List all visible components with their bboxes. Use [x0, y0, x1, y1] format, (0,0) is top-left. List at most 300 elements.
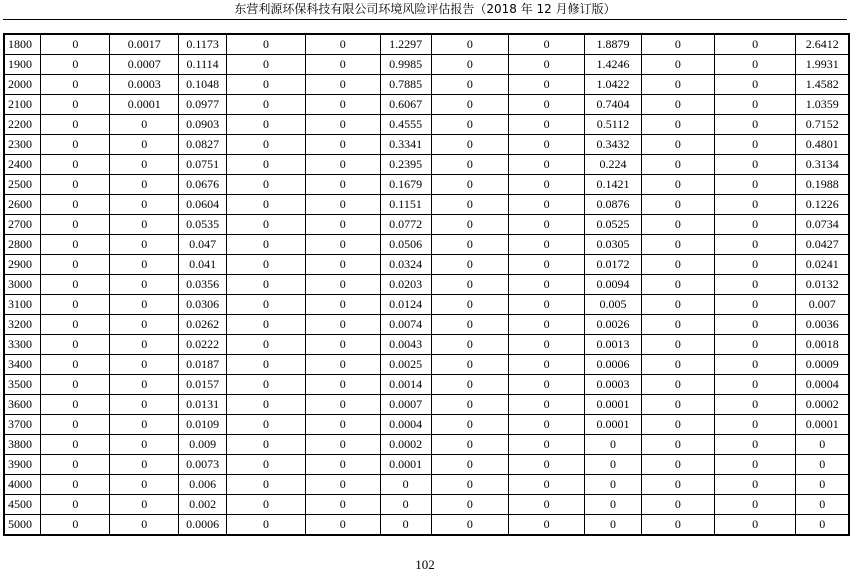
- value-cell: 0: [227, 415, 306, 435]
- table-row: [4, 155, 849, 175]
- value-cell: 0.0131: [179, 395, 227, 415]
- value-cell: 0.6067: [380, 95, 431, 115]
- value-cell: 0.007: [796, 295, 849, 315]
- value-cell: 0.0157: [179, 375, 227, 395]
- value-cell: 0: [431, 155, 509, 175]
- value-cell: 0: [305, 215, 380, 235]
- value-cell: 0.0525: [585, 215, 642, 235]
- value-cell: 0.7152: [796, 115, 849, 135]
- distance-cell: 3600: [4, 395, 41, 415]
- value-cell: 0: [305, 115, 380, 135]
- value-cell: 0.0604: [179, 195, 227, 215]
- table-row: [4, 34, 849, 55]
- value-cell: 0: [41, 215, 110, 235]
- value-cell: 0.0827: [179, 135, 227, 155]
- value-cell: 0: [509, 335, 585, 355]
- value-cell: 0: [714, 475, 796, 495]
- value-cell: 0: [227, 455, 306, 475]
- value-cell: 0: [305, 495, 380, 515]
- value-cell: 0: [380, 495, 431, 515]
- value-cell: 0: [380, 515, 431, 536]
- table-row: [4, 75, 849, 95]
- value-cell: 0: [110, 475, 179, 495]
- value-cell: 0: [41, 315, 110, 335]
- value-cell: 0: [41, 155, 110, 175]
- value-cell: 0: [509, 415, 585, 435]
- value-cell: 0: [305, 155, 380, 175]
- value-cell: 0: [714, 255, 796, 275]
- value-cell: 0: [41, 355, 110, 375]
- value-cell: 1.4246: [585, 55, 642, 75]
- value-cell: 0.0001: [796, 415, 849, 435]
- value-cell: 0.0003: [585, 375, 642, 395]
- value-cell: 0: [227, 335, 306, 355]
- value-cell: 0.5112: [585, 115, 642, 135]
- table-row: [4, 175, 849, 195]
- value-cell: 1.9931: [796, 55, 849, 75]
- table-row: [4, 295, 849, 315]
- value-cell: 0.0187: [179, 355, 227, 375]
- distance-cell: 3000: [4, 275, 41, 295]
- value-cell: 0: [227, 255, 306, 275]
- value-cell: 0: [110, 375, 179, 395]
- value-cell: 0: [641, 455, 714, 475]
- table-row: [4, 95, 849, 115]
- value-cell: 0.0903: [179, 115, 227, 135]
- value-cell: 0: [714, 515, 796, 536]
- value-cell: 0: [585, 455, 642, 475]
- value-cell: 0: [509, 395, 585, 415]
- data-table: [3, 33, 850, 536]
- value-cell: 0: [641, 315, 714, 335]
- value-cell: 0: [641, 295, 714, 315]
- value-cell: 0: [227, 215, 306, 235]
- value-cell: 0: [41, 455, 110, 475]
- value-cell: 0: [431, 315, 509, 335]
- value-cell: 0.0535: [179, 215, 227, 235]
- value-cell: 0: [227, 315, 306, 335]
- value-cell: 0: [585, 495, 642, 515]
- value-cell: 0: [509, 175, 585, 195]
- value-cell: 0: [380, 475, 431, 495]
- table-row: [4, 275, 849, 295]
- value-cell: 0.0734: [796, 215, 849, 235]
- value-cell: 0: [41, 395, 110, 415]
- table-row: [4, 455, 849, 475]
- value-cell: 0: [585, 515, 642, 536]
- value-cell: 0: [641, 435, 714, 455]
- distance-cell: 2300: [4, 135, 41, 155]
- value-cell: 0: [227, 75, 306, 95]
- value-cell: 0: [431, 95, 509, 115]
- value-cell: 0: [431, 175, 509, 195]
- distance-cell: 3100: [4, 295, 41, 315]
- value-cell: 0: [509, 515, 585, 536]
- table-row: [4, 335, 849, 355]
- value-cell: 0.0203: [380, 275, 431, 295]
- value-cell: 0: [227, 195, 306, 215]
- value-cell: 0: [714, 435, 796, 455]
- value-cell: 0: [110, 455, 179, 475]
- table-row: [4, 115, 849, 135]
- value-cell: 0: [641, 55, 714, 75]
- value-cell: 0: [431, 34, 509, 55]
- value-cell: 0.0324: [380, 255, 431, 275]
- value-cell: 0: [714, 195, 796, 215]
- value-cell: 0.0001: [585, 415, 642, 435]
- value-cell: 0.1679: [380, 175, 431, 195]
- value-cell: 0: [227, 355, 306, 375]
- value-cell: 0.4555: [380, 115, 431, 135]
- value-cell: 0.0014: [380, 375, 431, 395]
- value-cell: 0: [509, 275, 585, 295]
- value-cell: 0.0506: [380, 235, 431, 255]
- table-row: [4, 315, 849, 335]
- value-cell: 0: [641, 395, 714, 415]
- value-cell: 0: [641, 515, 714, 536]
- value-cell: 0.0305: [585, 235, 642, 255]
- value-cell: 0.4801: [796, 135, 849, 155]
- value-cell: 0.0017: [110, 34, 179, 55]
- value-cell: 0: [714, 415, 796, 435]
- table-row: [4, 235, 849, 255]
- value-cell: 0: [431, 235, 509, 255]
- value-cell: 0: [305, 34, 380, 55]
- table-body: [4, 34, 849, 535]
- value-cell: 0.0026: [585, 315, 642, 335]
- value-cell: 0.0676: [179, 175, 227, 195]
- value-cell: 0: [41, 515, 110, 536]
- value-cell: 0: [714, 95, 796, 115]
- value-cell: 0: [641, 135, 714, 155]
- value-cell: 0: [714, 375, 796, 395]
- value-cell: 0: [714, 215, 796, 235]
- value-cell: 0: [431, 295, 509, 315]
- value-cell: 0: [509, 75, 585, 95]
- value-cell: 0: [431, 375, 509, 395]
- value-cell: 0: [641, 255, 714, 275]
- value-cell: 0: [110, 435, 179, 455]
- value-cell: 0: [714, 175, 796, 195]
- value-cell: 0: [641, 235, 714, 255]
- value-cell: 0.0427: [796, 235, 849, 255]
- value-cell: 0: [509, 34, 585, 55]
- distance-cell: 3800: [4, 435, 41, 455]
- value-cell: 0: [110, 235, 179, 255]
- value-cell: 0: [431, 495, 509, 515]
- table-row: [4, 395, 849, 415]
- value-cell: 1.2297: [380, 34, 431, 55]
- value-cell: 0: [714, 235, 796, 255]
- value-cell: 0: [641, 34, 714, 55]
- value-cell: 0.0241: [796, 255, 849, 275]
- distance-cell: 2700: [4, 215, 41, 235]
- value-cell: 0.006: [179, 475, 227, 495]
- distance-cell: 3500: [4, 375, 41, 395]
- value-cell: 0: [305, 455, 380, 475]
- value-cell: 0: [714, 75, 796, 95]
- table-row: [4, 515, 849, 536]
- value-cell: 0: [509, 115, 585, 135]
- value-cell: 0: [41, 34, 110, 55]
- value-cell: 0: [110, 155, 179, 175]
- value-cell: 0: [714, 315, 796, 335]
- distance-cell: 1800: [4, 34, 41, 55]
- value-cell: 0.0132: [796, 275, 849, 295]
- value-cell: 0: [305, 395, 380, 415]
- value-cell: 0: [305, 235, 380, 255]
- value-cell: 0: [227, 55, 306, 75]
- value-cell: 0.1226: [796, 195, 849, 215]
- value-cell: 0: [305, 415, 380, 435]
- table-row: [4, 135, 849, 155]
- distance-cell: 2100: [4, 95, 41, 115]
- value-cell: 0: [305, 175, 380, 195]
- value-cell: 0.009: [179, 435, 227, 455]
- value-cell: 0: [110, 215, 179, 235]
- value-cell: 0: [509, 155, 585, 175]
- value-cell: 2.6412: [796, 34, 849, 55]
- table-row: [4, 255, 849, 275]
- table-row: [4, 55, 849, 75]
- value-cell: 0: [305, 315, 380, 335]
- value-cell: 0: [431, 55, 509, 75]
- value-cell: 0: [714, 34, 796, 55]
- value-cell: 0: [305, 135, 380, 155]
- value-cell: 0.0001: [380, 455, 431, 475]
- value-cell: 0.1151: [380, 195, 431, 215]
- value-cell: 0: [431, 135, 509, 155]
- value-cell: 0: [110, 275, 179, 295]
- value-cell: 0: [431, 215, 509, 235]
- value-cell: 0.0007: [380, 395, 431, 415]
- page-number: 102: [415, 557, 435, 572]
- value-cell: 1.8879: [585, 34, 642, 55]
- value-cell: 0: [41, 415, 110, 435]
- value-cell: 0: [110, 295, 179, 315]
- value-cell: 0: [714, 495, 796, 515]
- value-cell: 0.0356: [179, 275, 227, 295]
- value-cell: 0.0003: [110, 75, 179, 95]
- value-cell: 0.0001: [585, 395, 642, 415]
- value-cell: 0.1988: [796, 175, 849, 195]
- value-cell: 0: [431, 115, 509, 135]
- value-cell: 0: [41, 235, 110, 255]
- table-row: [4, 375, 849, 395]
- value-cell: 0: [509, 435, 585, 455]
- value-cell: 0: [509, 455, 585, 475]
- value-cell: 0.7885: [380, 75, 431, 95]
- value-cell: 0.0262: [179, 315, 227, 335]
- value-cell: 0: [431, 195, 509, 215]
- value-cell: 0: [110, 515, 179, 536]
- value-cell: 0.0006: [585, 355, 642, 375]
- value-cell: 0: [641, 95, 714, 115]
- value-cell: 0: [431, 395, 509, 415]
- value-cell: 0: [41, 55, 110, 75]
- page-header: 东营利源环保科技有限公司环境风险评估报告（2018 年 12 月修订版）: [234, 2, 616, 16]
- value-cell: 0.0876: [585, 195, 642, 215]
- value-cell: 0: [796, 495, 849, 515]
- value-cell: 0: [509, 195, 585, 215]
- value-cell: 0.0018: [796, 335, 849, 355]
- value-cell: 0: [714, 455, 796, 475]
- value-cell: 0.0007: [110, 55, 179, 75]
- value-cell: 0: [110, 395, 179, 415]
- value-cell: 0.3341: [380, 135, 431, 155]
- value-cell: 0: [714, 335, 796, 355]
- table-row: [4, 415, 849, 435]
- value-cell: 0: [227, 95, 306, 115]
- value-cell: 0.0094: [585, 275, 642, 295]
- value-cell: 0: [431, 355, 509, 375]
- value-cell: 0: [431, 335, 509, 355]
- value-cell: 0: [41, 115, 110, 135]
- value-cell: 0.0074: [380, 315, 431, 335]
- value-cell: 0: [641, 375, 714, 395]
- value-cell: 0.0004: [380, 415, 431, 435]
- value-cell: 0: [509, 135, 585, 155]
- value-cell: 0.0043: [380, 335, 431, 355]
- value-cell: 0: [305, 295, 380, 315]
- value-cell: 0.0977: [179, 95, 227, 115]
- value-cell: 0: [227, 435, 306, 455]
- value-cell: 0: [641, 475, 714, 495]
- value-cell: 0: [41, 275, 110, 295]
- table-row: [4, 435, 849, 455]
- distance-cell: 3200: [4, 315, 41, 335]
- value-cell: 0.0124: [380, 295, 431, 315]
- value-cell: 0: [796, 515, 849, 536]
- value-cell: 0.0009: [796, 355, 849, 375]
- value-cell: 0: [41, 335, 110, 355]
- value-cell: 0.0002: [796, 395, 849, 415]
- value-cell: 0.1173: [179, 34, 227, 55]
- value-cell: 0.7404: [585, 95, 642, 115]
- value-cell: 0: [509, 315, 585, 335]
- value-cell: 0: [641, 495, 714, 515]
- value-cell: 0: [110, 355, 179, 375]
- value-cell: 0.1421: [585, 175, 642, 195]
- value-cell: 0.1048: [179, 75, 227, 95]
- value-cell: 0: [431, 415, 509, 435]
- value-cell: 0: [431, 475, 509, 495]
- value-cell: 0: [509, 295, 585, 315]
- distance-cell: 4000: [4, 475, 41, 495]
- value-cell: 0: [796, 475, 849, 495]
- distance-cell: 2900: [4, 255, 41, 275]
- table-row: [4, 495, 849, 515]
- value-cell: 0.0036: [796, 315, 849, 335]
- header-divider: [3, 19, 847, 20]
- distance-cell: 2800: [4, 235, 41, 255]
- value-cell: 0: [305, 475, 380, 495]
- table-row: [4, 475, 849, 495]
- value-cell: 0: [305, 75, 380, 95]
- value-cell: 0.9985: [380, 55, 431, 75]
- distance-cell: 3900: [4, 455, 41, 475]
- value-cell: 0: [431, 255, 509, 275]
- value-cell: 0.0006: [179, 515, 227, 536]
- value-cell: 0: [509, 495, 585, 515]
- value-cell: 0: [227, 375, 306, 395]
- value-cell: 0: [641, 215, 714, 235]
- value-cell: 0: [305, 335, 380, 355]
- value-cell: 0: [227, 155, 306, 175]
- value-cell: 0.0001: [110, 95, 179, 115]
- distance-cell: 3700: [4, 415, 41, 435]
- value-cell: 0: [585, 475, 642, 495]
- value-cell: 1.0422: [585, 75, 642, 95]
- value-cell: 0: [714, 395, 796, 415]
- value-cell: 0.0025: [380, 355, 431, 375]
- value-cell: 0.002: [179, 495, 227, 515]
- value-cell: 0: [227, 135, 306, 155]
- value-cell: 0: [110, 335, 179, 355]
- value-cell: 0.0004: [796, 375, 849, 395]
- distance-cell: 2600: [4, 195, 41, 215]
- value-cell: 0.0222: [179, 335, 227, 355]
- value-cell: 0: [431, 75, 509, 95]
- value-cell: 0: [305, 515, 380, 536]
- value-cell: 0: [110, 135, 179, 155]
- distance-cell: 2500: [4, 175, 41, 195]
- value-cell: 0: [431, 515, 509, 536]
- distance-cell: 3300: [4, 335, 41, 355]
- value-cell: 0: [41, 435, 110, 455]
- value-cell: 0: [41, 375, 110, 395]
- value-cell: 0.0013: [585, 335, 642, 355]
- value-cell: 0: [714, 115, 796, 135]
- value-cell: 0: [227, 115, 306, 135]
- value-cell: 0: [305, 95, 380, 115]
- value-cell: 0.0772: [380, 215, 431, 235]
- value-cell: 0.0073: [179, 455, 227, 475]
- value-cell: 0: [41, 195, 110, 215]
- distance-cell: 2200: [4, 115, 41, 135]
- value-cell: 0: [641, 275, 714, 295]
- value-cell: 0: [431, 455, 509, 475]
- value-cell: 0: [41, 95, 110, 115]
- value-cell: 0: [227, 515, 306, 536]
- value-cell: 0: [41, 75, 110, 95]
- value-cell: 1.0359: [796, 95, 849, 115]
- distance-cell: 4500: [4, 495, 41, 515]
- value-cell: 0: [509, 355, 585, 375]
- table-row: [4, 215, 849, 235]
- value-cell: 0: [41, 475, 110, 495]
- value-cell: 0: [305, 195, 380, 215]
- value-cell: 0: [41, 495, 110, 515]
- value-cell: 0: [110, 495, 179, 515]
- value-cell: 0: [227, 395, 306, 415]
- value-cell: 0: [431, 275, 509, 295]
- value-cell: 0.041: [179, 255, 227, 275]
- value-cell: 0: [305, 55, 380, 75]
- distance-cell: 5000: [4, 515, 41, 536]
- value-cell: 0: [305, 355, 380, 375]
- value-cell: 0.3432: [585, 135, 642, 155]
- value-cell: 0: [41, 175, 110, 195]
- value-cell: 0: [509, 235, 585, 255]
- value-cell: 0: [641, 155, 714, 175]
- value-cell: 0: [641, 415, 714, 435]
- value-cell: 0: [227, 34, 306, 55]
- value-cell: 0.0109: [179, 415, 227, 435]
- value-cell: 0: [714, 275, 796, 295]
- value-cell: 0.2395: [380, 155, 431, 175]
- value-cell: 0.0751: [179, 155, 227, 175]
